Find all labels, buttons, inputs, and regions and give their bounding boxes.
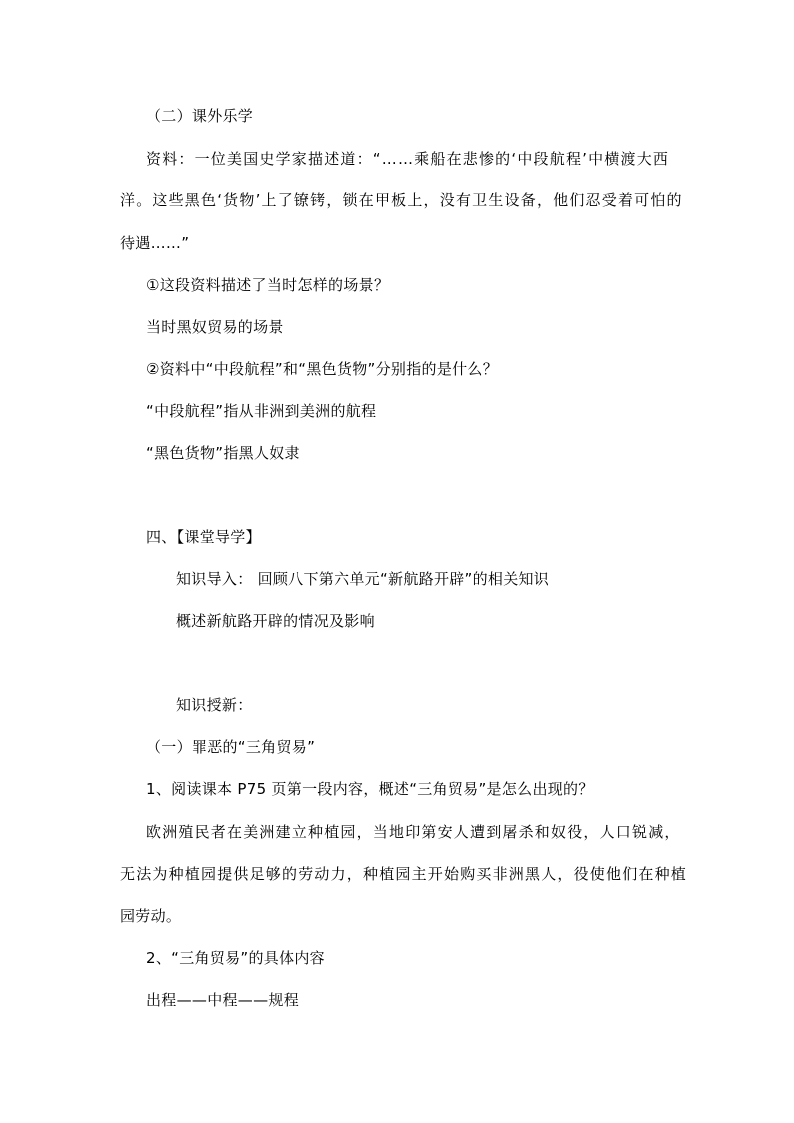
section-extra-heading: （二）课外乐学 [146,107,254,125]
answer-2b: “黑色货物”指黑人奴隶 [146,444,300,462]
intro-sub: 概述新航路开辟的情况及影响 [176,612,375,630]
answer-1: 当时黑奴贸易的场景 [146,318,284,336]
question-1: ①这段资料描述了当时怎样的场景？ [146,276,390,294]
section-4-heading: 四、【课堂导学】 [146,528,261,546]
reading-answer-line-3: 园劳动。 [120,907,182,925]
reading-answer-line-1: 欧洲殖民者在美洲建立种植园，当地印第安人遭到屠杀和奴役，人口锐减， [146,823,681,841]
material-line-2: 洋。这些黑色‘货物’上了镣铐，锁在甲板上，没有卫生设备，他们忍受着可怕的 [120,191,683,209]
material-line-1: 资料：一位美国史学家描述道：“……乘船在悲惨的‘中段航程’中横渡大西 [146,150,670,168]
reading-answer-line-2: 无法为种植园提供足够的劳动力，种植园主开始购买非洲黑人，役使他们在种植 [120,865,688,883]
intro-line: 知识导入： 回顾八下第六单元“新航路开辟”的相关知识 [176,570,550,588]
part-1-heading: （一）罪恶的“三角贸易” [146,738,316,756]
question-reading: 1、阅读课本 P75 页第一段内容，概述“三角贸易”是怎么出现的？ [146,780,594,798]
route-line: 出程——中程——规程 [146,991,300,1009]
question-2: ②资料中“中段航程”和“黑色货物”分别指的是什么？ [146,360,499,378]
question-content: 2、“三角贸易”的具体内容 [146,949,325,967]
material-line-3: 待遇……” [120,234,190,252]
new-knowledge-label: 知识授新： [176,696,253,714]
answer-2a: “中段航程”指从非洲到美洲的航程 [146,402,377,420]
